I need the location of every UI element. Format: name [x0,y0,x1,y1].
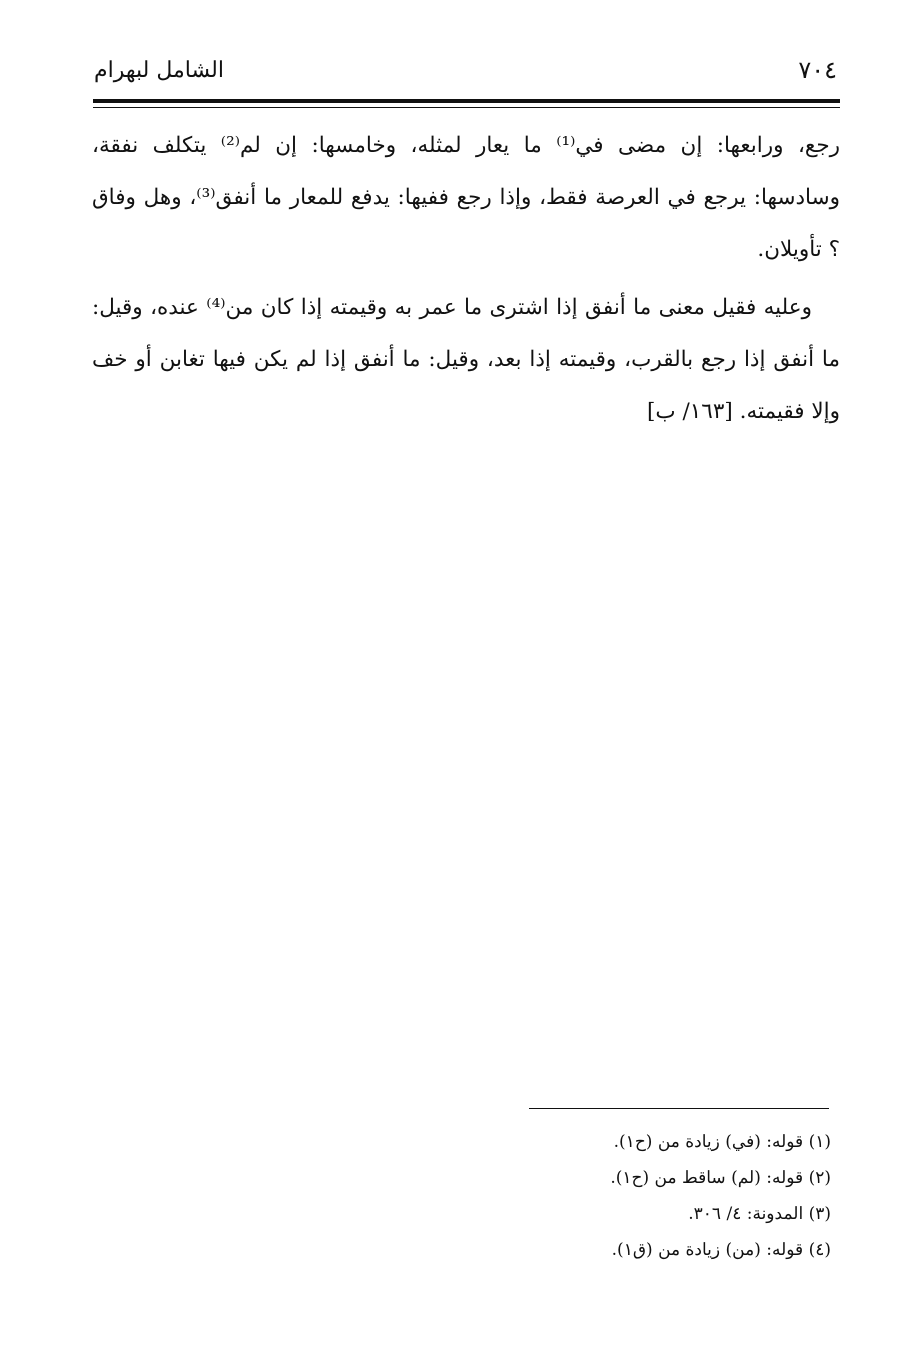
page-header [94,58,839,94]
running-title: الشامل لبهرام [94,58,224,83]
footnote: (١) قوله: (في) زيادة من (ح١). [613,1132,831,1152]
footnotes [231,1124,831,1268]
footnote-separator [529,1108,829,1109]
page-number: ٧٠٤ [798,56,837,84]
main-text [92,120,840,438]
footnote: (٢) قوله: (لم) ساقط من (ح١). [610,1168,831,1188]
footnote: (٤) قوله: (من) زيادة من (ق١). [611,1240,831,1260]
paragraph: رجع، ورابعها: إن مضى في⁽¹⁾ ما يعار لمثله، وخامسها: إن لم⁽²⁾ يتكلف نفقة، وسادسها: يرجع في العرصة فقط، وإذا رجع ففيها: يدفع للمعار ما أنفق⁽³⁾، وهل وفاق ؟ تأويلان. [92,133,841,262]
paragraph: وعليه فقيل معنى ما أنفق إذا اشترى ما عمر به وقيمته إذا كان من⁽⁴⁾ عنده، وقيل: ما أنفق إذا رجع بالقرب، وقيمته إذا بعد، وقيل: ما أنفق إذا لم يكن فيها تغابن أو خف وإلا فقيمته. [١٦٣/ ب] [92,295,840,424]
footnote: (٣) المدونة: ٤/ ٣٠٦. [688,1204,831,1224]
header-rule-thin [93,107,840,108]
header-rule-thick [93,99,840,103]
